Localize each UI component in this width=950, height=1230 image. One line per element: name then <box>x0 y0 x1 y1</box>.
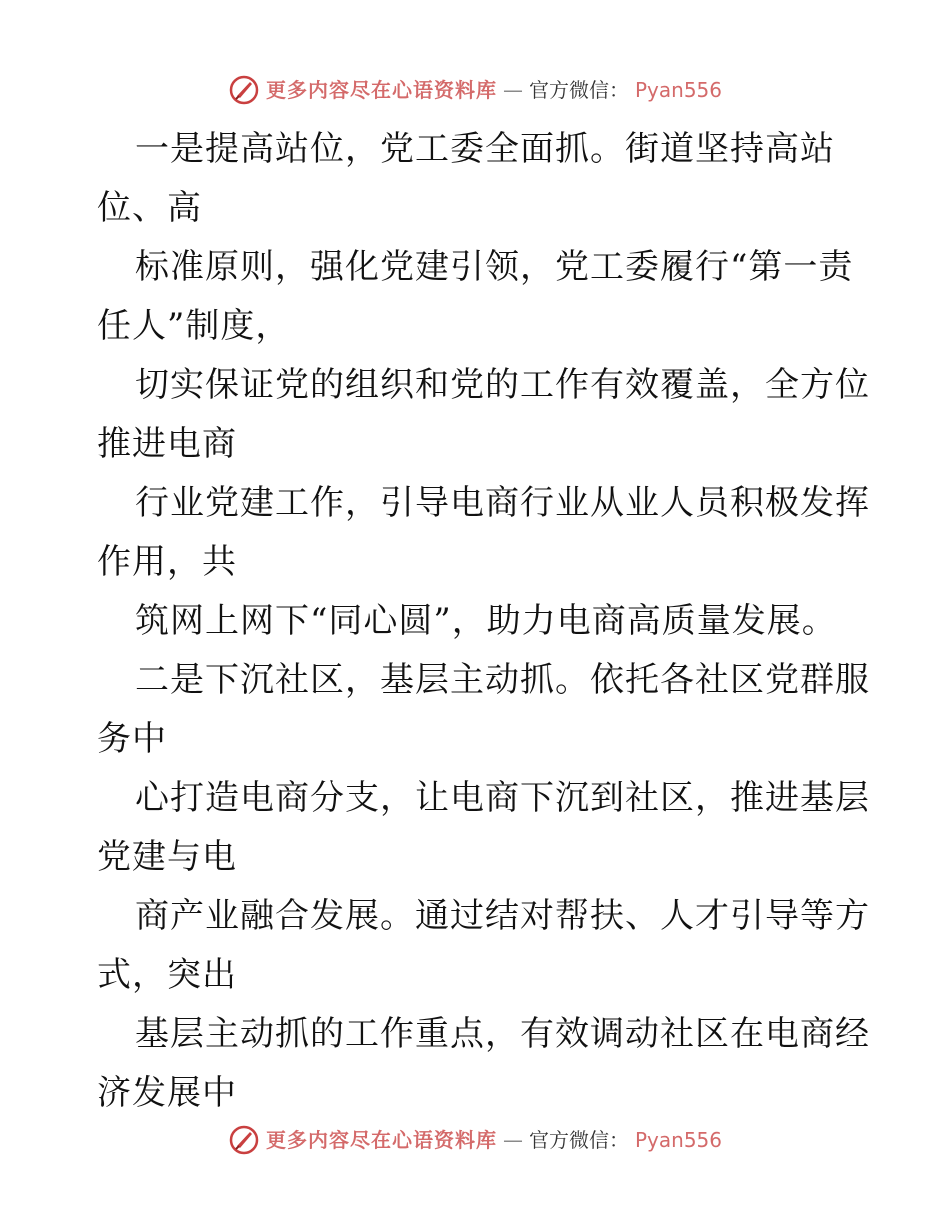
text-line: 商产业融合发展。通过结对帮扶、人才引导等方 <box>135 896 870 936</box>
banner-separator: — <box>502 1128 523 1152</box>
text-line: 基层主动抓的工作重点，有效调动社区在电商经 <box>135 1014 870 1054</box>
banner-label: 官方微信： <box>528 78 629 102</box>
text-line: 作用，共 <box>97 542 237 582</box>
banner-text: 更多内容尽在心语资料库 <box>265 1128 497 1152</box>
header-watermark-banner <box>0 74 950 106</box>
banner-separator: — <box>502 78 523 102</box>
text-line: 二是下沉社区，基层主动抓。依托各社区党群服 <box>135 660 870 700</box>
text-line: 筑网上网下“同心圆”，助力电商高质量发展。 <box>135 601 837 641</box>
text-line: 一是提高站位，党工委全面抓。街道坚持高站 <box>135 129 835 169</box>
text-line: 标准原则，强化党建引领，党工委履行“第一责 <box>135 247 854 287</box>
text-line: 式，突出 <box>97 955 237 995</box>
quill-logo-icon <box>228 1124 260 1156</box>
text-line: 务中 <box>97 719 167 759</box>
text-line: 心打造电商分支，让电商下沉到社区，推进基层 <box>135 778 870 818</box>
banner-label: 官方微信： <box>528 1128 629 1152</box>
text-line: 切实保证党的组织和党的工作有效覆盖，全方位 <box>135 365 870 405</box>
text-line: 济发展中 <box>97 1073 237 1113</box>
banner-wechat-id: Pyan556 <box>634 78 722 102</box>
footer-watermark-banner <box>0 1124 950 1156</box>
text-line: 党建与电 <box>97 837 237 877</box>
text-line: 推进电商 <box>97 424 237 464</box>
text-line: 任人”制度， <box>97 306 291 346</box>
text-line: 行业党建工作，引导电商行业从业人员积极发挥 <box>135 483 870 523</box>
quill-logo-icon <box>228 74 260 106</box>
banner-wechat-id: Pyan556 <box>634 1128 722 1152</box>
text-line: 位、高 <box>97 188 202 228</box>
banner-text: 更多内容尽在心语资料库 <box>265 78 497 102</box>
document-body <box>97 120 870 1123</box>
